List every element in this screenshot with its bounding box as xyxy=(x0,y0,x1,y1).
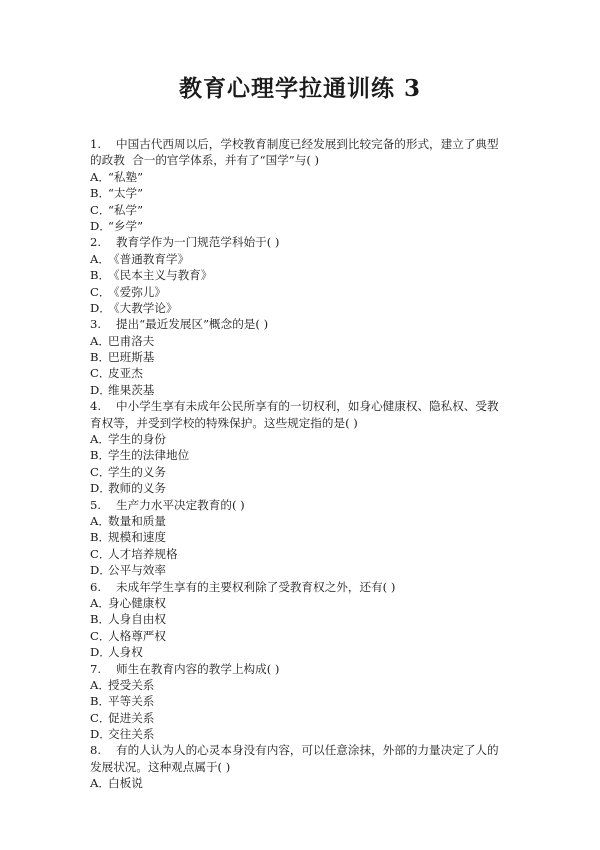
answer-option xyxy=(90,202,512,218)
option-text: 学生的法律地位 xyxy=(108,448,190,463)
question-number: 8. xyxy=(90,743,102,758)
question-number: 2. xyxy=(90,235,102,250)
answer-option xyxy=(90,775,512,791)
option-text: 皮亚杰 xyxy=(108,366,143,381)
answer-option xyxy=(90,529,512,545)
option-letter: C． xyxy=(90,202,111,217)
option-text: 《普通教育学》 xyxy=(108,251,190,266)
question-text: 育权等，并受到学校的特殊保护。这些规定指的是( ) xyxy=(90,415,358,430)
question-number: 1. xyxy=(90,137,102,151)
option-letter: A． xyxy=(90,776,110,791)
answer-option xyxy=(90,349,512,365)
answer-option xyxy=(90,628,512,644)
question-text: 中国古代西周以后，学校教育制度已经发展到比较完备的形式，建立了典型 xyxy=(116,137,499,151)
answer-option xyxy=(90,513,512,529)
question-text: 生产力水平决定教育的( ) xyxy=(116,497,245,512)
answer-option xyxy=(90,464,512,480)
option-text: 维果茨基 xyxy=(108,382,155,397)
answer-option xyxy=(90,726,512,742)
option-letter: C． xyxy=(90,546,111,561)
option-text: 学生的义务 xyxy=(108,464,166,479)
option-letter: A． xyxy=(90,169,110,184)
question-text: 的政教 合一的官学体系，并有了“国学”与( ) xyxy=(90,153,320,168)
answer-option xyxy=(90,284,512,300)
answer-option xyxy=(90,431,512,447)
answer-option xyxy=(90,693,512,709)
option-letter: C． xyxy=(90,366,111,381)
option-text: 人格尊严权 xyxy=(108,628,166,643)
option-text: 授受关系 xyxy=(108,677,155,692)
option-text: 公平与效率 xyxy=(108,563,166,578)
option-letter: B． xyxy=(90,612,111,627)
option-letter: C． xyxy=(90,628,111,643)
answer-option xyxy=(90,480,512,496)
option-letter: B． xyxy=(90,448,111,463)
question-list xyxy=(90,136,512,792)
option-letter: B． xyxy=(90,530,111,545)
option-letter: A． xyxy=(90,251,110,266)
question-text: 有的人认为人的心灵本身没有内容，可以任意涂抹，外部的力量决定了人的 xyxy=(116,743,499,758)
option-letter: B． xyxy=(90,350,111,365)
option-text: “私塾” xyxy=(108,169,144,184)
option-letter: A． xyxy=(90,333,110,348)
option-letter: A． xyxy=(90,432,110,447)
option-letter: B． xyxy=(90,694,111,709)
option-text: “太学” xyxy=(108,186,144,201)
option-text: 《大教学论》 xyxy=(108,300,178,315)
option-text: 平等关系 xyxy=(108,694,155,709)
question-stem-continuation xyxy=(90,152,512,168)
question-stem-continuation xyxy=(90,415,512,431)
question-text: 发展状况。这种观点属于( ) xyxy=(90,759,231,774)
answer-option xyxy=(90,382,512,398)
page-title: 教育心理学拉通训练 3 xyxy=(178,75,421,102)
option-text: 人身自由权 xyxy=(108,612,166,627)
option-letter: C． xyxy=(90,464,111,479)
option-letter: D． xyxy=(90,300,111,315)
question-stem xyxy=(90,136,512,152)
question-number: 3. xyxy=(90,317,102,332)
question-number: 7. xyxy=(90,661,102,676)
option-letter: D． xyxy=(90,218,111,233)
option-letter: C． xyxy=(90,284,111,299)
option-text: 学生的身份 xyxy=(108,432,166,447)
option-letter: D． xyxy=(90,563,111,578)
option-text: 促进关系 xyxy=(108,710,155,725)
answer-option xyxy=(90,333,512,349)
option-letter: D． xyxy=(90,481,111,496)
option-text: 白板说 xyxy=(108,776,143,791)
option-text: 人才培养规格 xyxy=(108,546,178,561)
answer-option xyxy=(90,595,512,611)
question-number: 4. xyxy=(90,399,102,414)
question-text: 教育学作为一门规范学科始于( ) xyxy=(116,235,280,250)
question-text: 师生在教育内容的教学上构成( ) xyxy=(116,661,280,676)
answer-option xyxy=(90,546,512,562)
question-stem xyxy=(90,661,512,677)
question-stem xyxy=(90,497,512,513)
answer-option xyxy=(90,169,512,185)
option-letter: A． xyxy=(90,513,110,528)
answer-option xyxy=(90,218,512,234)
answer-option xyxy=(90,611,512,627)
answer-option xyxy=(90,710,512,726)
question-stem xyxy=(90,398,512,414)
question-text: 未成年学生享有的主要权利除了受教育权之外，还有( ) xyxy=(116,579,396,594)
answer-option xyxy=(90,644,512,660)
question-text: 提出“最近发展区”概念的是( ) xyxy=(116,317,269,332)
answer-option xyxy=(90,365,512,381)
question-stem-continuation xyxy=(90,759,512,775)
option-letter: D． xyxy=(90,645,111,660)
option-letter: A． xyxy=(90,595,110,610)
option-text: “私学” xyxy=(108,202,144,217)
option-text: 巴甫洛夫 xyxy=(108,333,155,348)
question-number: 5. xyxy=(90,497,102,512)
option-text: 交往关系 xyxy=(108,727,155,742)
answer-option xyxy=(90,185,512,201)
option-letter: B． xyxy=(90,268,111,283)
option-text: 身心健康权 xyxy=(108,595,166,610)
option-letter: D． xyxy=(90,382,111,397)
question-number: 6. xyxy=(90,579,102,594)
question-stem xyxy=(90,742,512,758)
question-stem xyxy=(90,234,512,250)
answer-option xyxy=(90,300,512,316)
answer-option xyxy=(90,677,512,693)
question-stem xyxy=(90,316,512,332)
option-letter: B． xyxy=(90,186,111,201)
answer-option xyxy=(90,267,512,283)
option-text: 数量和质量 xyxy=(108,513,166,528)
option-letter: D． xyxy=(90,727,111,742)
option-text: 《爱弥儿》 xyxy=(108,284,166,299)
answer-option xyxy=(90,562,512,578)
question-stem xyxy=(90,579,512,595)
option-text: 《民本主义与教育》 xyxy=(108,268,213,283)
answer-option xyxy=(90,447,512,463)
option-letter: C． xyxy=(90,710,111,725)
answer-option xyxy=(90,251,512,267)
option-text: 人身权 xyxy=(108,645,143,660)
option-letter: A． xyxy=(90,677,110,692)
option-text: 规模和速度 xyxy=(108,530,166,545)
option-text: 教师的义务 xyxy=(108,481,166,496)
option-text: 巴班斯基 xyxy=(108,350,155,365)
option-text: “乡学” xyxy=(108,218,144,233)
question-text: 中小学生享有未成年公民所享有的一切权利，如身心健康权、隐私权、受教 xyxy=(116,399,499,414)
